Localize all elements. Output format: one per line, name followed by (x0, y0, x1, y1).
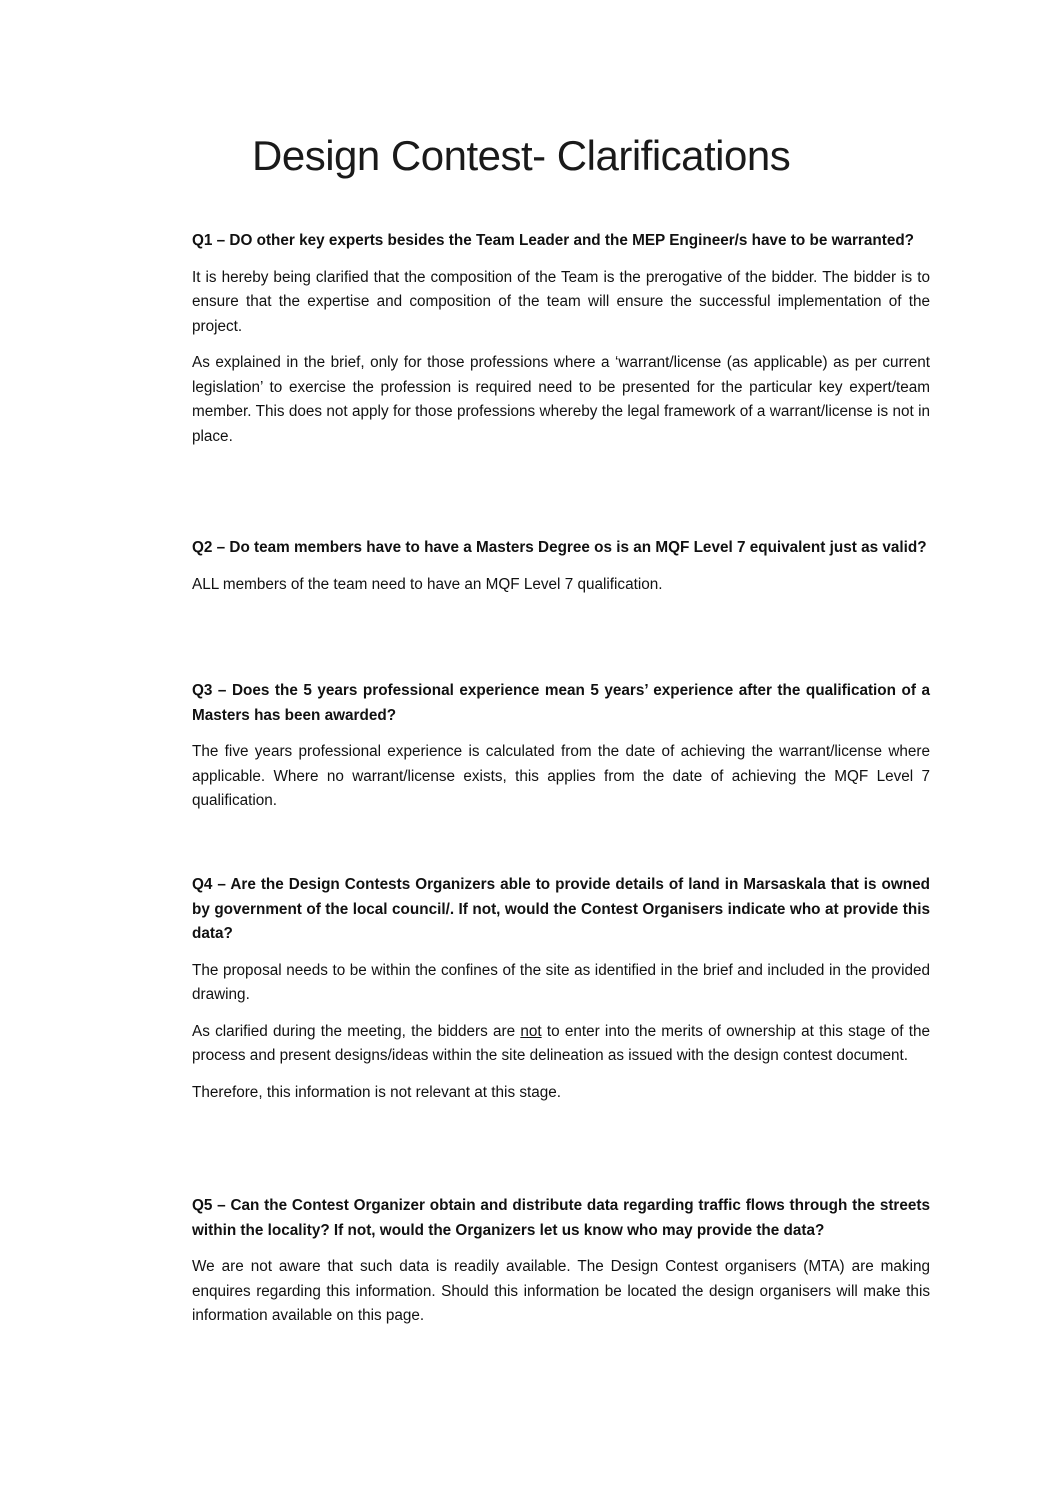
page-title: Design Contest- Clarifications (252, 132, 791, 179)
clarification-q3 (192, 679, 930, 826)
answer (192, 1020, 930, 1069)
answer: We are not aware that such data is readily available. The Design Contest organisers (MTA) are making enquires regarding this information. Should this information be located the design organisers will make this information available on this page. (192, 1258, 930, 1324)
answer: The proposal needs to be within the confines of the site as identified in the brief and included in the provided drawing. (192, 961, 930, 1003)
answer: The five years professional experience is calculated from the date of achieving the warrant/license where applicable. Where no warrant/license exists, this applies from the date of achieving the MQF Level 7 qualification. (192, 743, 930, 809)
question: Q1 – DO other key experts besides the Team Leader and the MEP Engineer/s have to be warranted? (192, 232, 915, 249)
answer-text: As clarified during the meeting, the bidders are (192, 1022, 521, 1040)
question: Q4 – Are the Design Contests Organizers able to provide details of land in Marsaskala that is owned by government of the local council/. If not, would the Contest Organisers indicate who at provide this data? (192, 876, 930, 942)
question: Q5 – Can the Contest Organizer obtain and distribute data regarding traffic flows through the streets within the locality? If not, would the Organizers let us know who may provide the data? (192, 1197, 930, 1239)
question: Q2 – Do team members have to have a Masters Degree os is an MQF Level 7 equivalent just as valid? (192, 539, 927, 556)
answer: It is hereby being clarified that the composition of the Team is the prerogative of the bidder. The bidder is to ensure that the expertise and composition of the team will ensure the successful implementation of the project. (192, 268, 930, 335)
clarification-q1 (192, 229, 930, 461)
clarification-q2 (192, 536, 930, 609)
question: Q3 – Does the 5 years professional experience mean 5 years’ experience after the qualification of a Masters has been awarded? (192, 682, 930, 724)
answer: ALL members of the team need to have an MQF Level 7 qualification. (192, 575, 663, 593)
clarification-q4 (192, 873, 930, 1117)
answer: Therefore, this information is not relevant at this stage. (192, 1083, 562, 1101)
clarification-q5 (192, 1194, 930, 1341)
answer: As explained in the brief, only for those professions where a ‘warrant/license (as applicable) as per current legislation’ to exercise the profession is required need to be presented for the particular key expert/team member. This does not apply for those professions whereby the legal framework of a warrant/license is not in place. (192, 354, 930, 445)
answer-emphasis: not (520, 1022, 542, 1040)
answer-text: to enter into the merits of ownership at this stage of the process and present designs/ideas within the site delineation as issued with the design contest document. (192, 1022, 930, 1064)
